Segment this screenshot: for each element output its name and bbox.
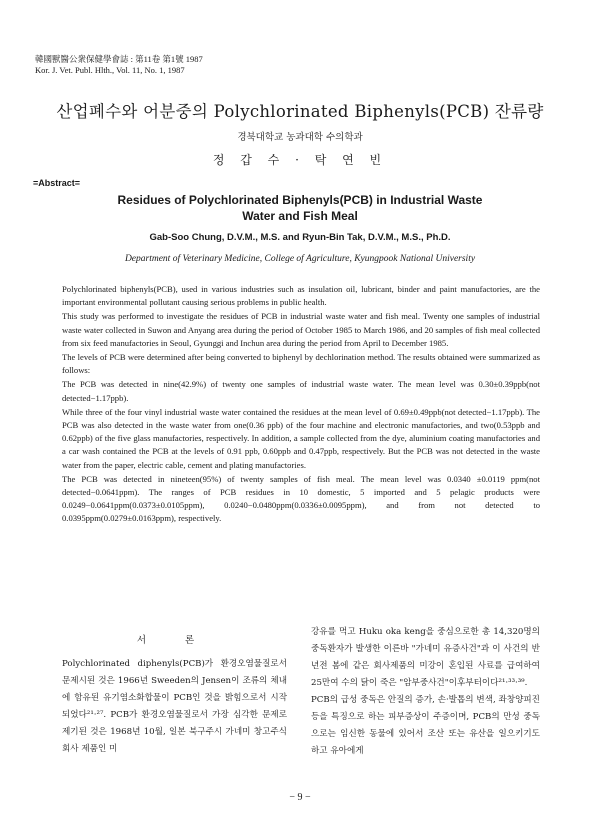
- introduction-heading: 서 론: [136, 635, 213, 646]
- abstract-paragraph: The PCB was detected in nine(42.9%) of twenty one samples of industrial waste water. The mean level was 0.30±0.39ppb(not detected−1.17ppb).: [62, 379, 540, 403]
- abstract-body: [62, 283, 540, 527]
- title-english-line-2: Water and Fish Meal: [242, 209, 358, 223]
- title-english-line-1: Residues of Polychlorinated Biphenyls(PCB) in Industrial Waste: [117, 193, 483, 207]
- introduction-left-column: [62, 634, 287, 758]
- abstract-paragraph: The levels of PCB were determined after being converted to biphenyl by dechlorination method. The results obtained were summarized as follows:: [62, 352, 540, 376]
- paper-title-korean: 산업폐수와 어분중의 Polychlorinated Biphenyls(PCB) 잔류량: [56, 102, 544, 121]
- abstract-paragraph: While three of the four vinyl industrial waste water contained the residues at the mean level of 0.69±0.49ppb(not detected−1.17ppb). The PCB was also detected in the waste water from one(0.36 ppb) of the four machine and electronic manufactories, and two(0.53ppb and 0.62ppb) of the five glass manufactories, respectively. In addition, a sample collected from the dye, aluminium coating manufactories and a car wash contained the PCB at the levels of 0.91 ppb, 0.60ppb and 0.47ppb, respectively. But the PCB was not detected in the waste water from the paper, electric cable, cement and plating manufactories.: [62, 406, 540, 470]
- introduction-paragraph: PCB의 급성 중독은 안질의 증가, 손·발톱의 변색, 좌창양피진 등을 특징으로 하는 피부증상이 주증이며, PCB의 만성 중독으로는 임신한 동물에 있어서 조산 또는 유산을 일으키기도 하고 유아에게: [311, 695, 540, 756]
- introduction-paragraph: Polychlorinated diphenyls(PCB)가 환경오염물질로서 문제시된 것은 1966년 Sweeden의 Jensen이 조류의 체내에 함유된 유기염소화합물이 PCB인 것을 밝힘으로서 시작되었다²¹·²⁷. PCB가 환경오염물질로서 가장 심각한 문제로 제기된 것은 1968년 10월, 일본 북구주시 가네미 창고주식회사 제품인 미: [62, 659, 287, 754]
- abstract-paragraph: The PCB was detected in nineteen(95%) of twenty samples of fish meal. The mean level was 0.0340 ±0.0119 ppm(not detected−0.0641ppm). The ranges of PCB residues in 10 domestic, 5 imported and 5 pelagic products were 0.0249−0.0641ppm(0.0373±0.0105ppm), 0.0240−0.0480ppm(0.0336±0.0095ppm), and from not detected to 0.0395ppm(0.0279±0.0163ppm), respectively.: [62, 473, 540, 524]
- authors-korean: 정 갑 수 · 탁 연 빈: [212, 153, 388, 167]
- abstract-paragraph: This study was performed to investigate the residues of PCB in industrial waste water and fish meal. Twenty one samples of industrial waste water collected in Suwon and Anyang area during the period of October 1985 to March 1986, and 20 samples of fish meal collected from six feed manufactories in Seoul, Gyunggi and Inchun area during the period from April to December 1985.: [62, 311, 540, 348]
- introduction-right-column: [311, 624, 540, 760]
- authors-english: Gab-Soo Chung, D.V.M., M.S. and Ryun-Bin Tak, D.V.M., M.S., Ph.D.: [149, 232, 451, 243]
- journal-line-english: Kor. J. Vet. Publ. Hlth., Vol. 11, No. 1, 1987: [35, 65, 185, 75]
- journal-citation: [35, 54, 203, 76]
- journal-line-korean: 韓國獸醫公衆保健學會誌 : 第11卷 第1號 1987: [35, 54, 203, 64]
- abstract-paragraph: Polychlorinated biphenyls(PCB), used in various industries such as insulation oil, lubricant, binder and paint manufactories, are the important environmental pollutant causing serious problems in public health.: [62, 284, 540, 308]
- affiliation-korean: 경북대학교 농과대학 수의학과: [237, 132, 363, 143]
- page-number: − 9 −: [289, 792, 311, 803]
- department-english: Department of Veterinary Medicine, College of Agriculture, Kyungpook National University: [124, 254, 476, 264]
- paper-title-english: [60, 192, 540, 224]
- introduction-paragraph: 강유를 먹고 Huku oka keng을 중심으로한 총 14,320명의 중독환자가 발생한 이른바 "가네미 유증사건"과 이 사건의 반년전 봄에 같은 회사제품의 미강이 혼입된 사료를 급여하여 25만여 수의 닭이 죽은 "암부중사건"이후부터이다²¹·³³·³⁹.: [311, 627, 540, 688]
- abstract-label: =Abstract=: [33, 178, 81, 188]
